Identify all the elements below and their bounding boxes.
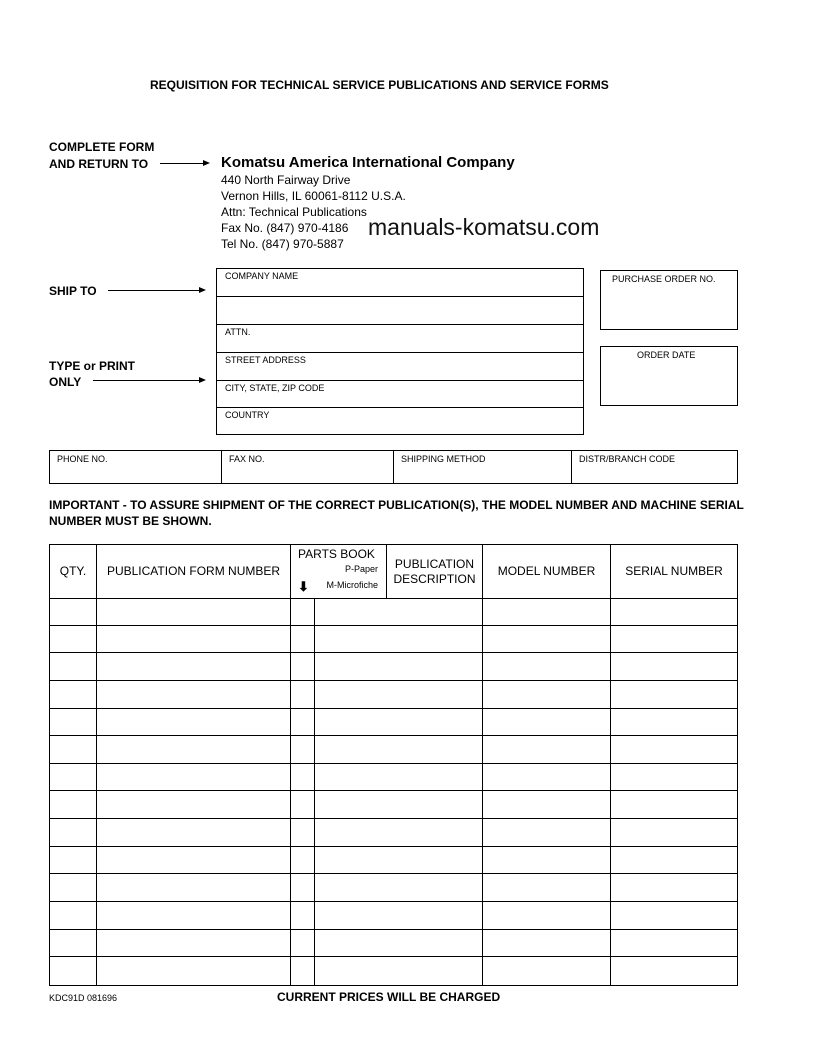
only-label: ONLY (49, 375, 82, 389)
table-row[interactable] (50, 681, 737, 709)
p-paper-label: P-Paper (344, 564, 378, 574)
return-to-label: AND RETURN TO (49, 157, 149, 171)
header-description (387, 545, 482, 598)
field-label: DISTR/BRANCH CODE (579, 454, 676, 464)
order-date-field[interactable] (600, 346, 738, 406)
distr-branch-code-field[interactable] (572, 451, 737, 483)
address-line-1: 440 North Fairway Drive (221, 173, 351, 187)
ship-to-label: SHIP TO (49, 284, 97, 298)
field-label: FAX NO. (229, 454, 265, 464)
table-row[interactable] (50, 874, 737, 902)
shipping-method-field[interactable] (394, 451, 572, 483)
column-divider (386, 545, 387, 598)
contact-row (49, 450, 738, 484)
arrow-icon (93, 380, 204, 381)
type-print-label: TYPE or PRINT (49, 359, 136, 373)
down-arrow-icon: ⬇ (298, 579, 309, 594)
street-address-field[interactable] (217, 353, 583, 381)
table-row[interactable] (50, 792, 737, 820)
attn-field[interactable] (217, 325, 583, 353)
table-row[interactable] (50, 736, 737, 764)
purchase-order-field[interactable] (600, 270, 738, 330)
field-label: ATTN. (225, 327, 251, 337)
table-row[interactable] (50, 764, 737, 792)
ship-to-box (216, 268, 584, 435)
important-notice: IMPORTANT - TO ASSURE SHIPMENT OF THE CORRECT PUBLICATION(S), THE MODEL NUMBER AND MACHINE SERIAL NUMBER MUST BE SHOWN. (49, 498, 744, 528)
watermark: manuals-komatsu.com (368, 214, 600, 240)
parts-book-label: PARTS BOOK (298, 547, 375, 561)
table-row[interactable] (50, 847, 737, 875)
field-label: SHIPPING METHOD (401, 454, 486, 464)
table-row[interactable] (50, 709, 737, 737)
field-label: ORDER DATE (637, 350, 696, 360)
arrow-icon (108, 290, 204, 291)
field-label: COUNTRY (225, 410, 270, 420)
company-name-field[interactable] (217, 269, 583, 297)
table-row[interactable] (50, 626, 737, 654)
company-name: Komatsu America International Company (221, 154, 515, 171)
header-form-number: PUBLICATION FORM NUMBER (106, 564, 281, 578)
field-label: PHONE NO. (57, 454, 108, 464)
complete-form-label: COMPLETE FORM (49, 140, 155, 154)
field-label: CITY, STATE, ZIP CODE (225, 383, 325, 393)
header-parts-book (291, 545, 386, 598)
fax-field[interactable] (222, 451, 394, 483)
form-title: REQUISITION FOR TECHNICAL SERVICE PUBLICATIONS AND SERVICE FORMS (150, 78, 609, 92)
table-row[interactable] (50, 957, 737, 985)
phone-field[interactable] (50, 451, 222, 483)
header-serial-number: SERIAL NUMBER (625, 564, 723, 578)
field-label: STREET ADDRESS (225, 355, 306, 365)
description-label-1: PUBLICATION (394, 556, 475, 571)
m-microfiche-label: M-Microfiche (326, 580, 378, 590)
arrow-icon (160, 163, 208, 164)
address-line-2: Vernon Hills, IL 60061-8112 U.S.A. (221, 189, 406, 203)
tel-line: Tel No. (847) 970-5887 (221, 237, 344, 251)
publications-table (49, 544, 738, 986)
description-label-2: DESCRIPTION (393, 571, 476, 586)
table-row[interactable] (50, 930, 737, 958)
table-row[interactable] (50, 902, 737, 930)
table-row[interactable] (50, 819, 737, 847)
form-code: KDC91D 081696 (49, 993, 118, 1003)
company-name-line-2[interactable] (217, 297, 583, 325)
table-row[interactable] (50, 598, 737, 626)
country-field[interactable] (217, 408, 583, 434)
field-label: COMPANY NAME (225, 271, 299, 281)
table-row[interactable] (50, 653, 737, 681)
fax-line: Fax No. (847) 970-4186 (221, 221, 349, 235)
field-label: PURCHASE ORDER NO. (612, 274, 716, 284)
header-model-number: MODEL NUMBER (497, 564, 596, 578)
prices-notice: CURRENT PRICES WILL BE CHARGED (277, 990, 501, 1004)
city-state-zip-field[interactable] (217, 381, 583, 408)
header-qty: QTY. (59, 564, 87, 578)
attn-line: Attn: Technical Publications (221, 205, 367, 219)
